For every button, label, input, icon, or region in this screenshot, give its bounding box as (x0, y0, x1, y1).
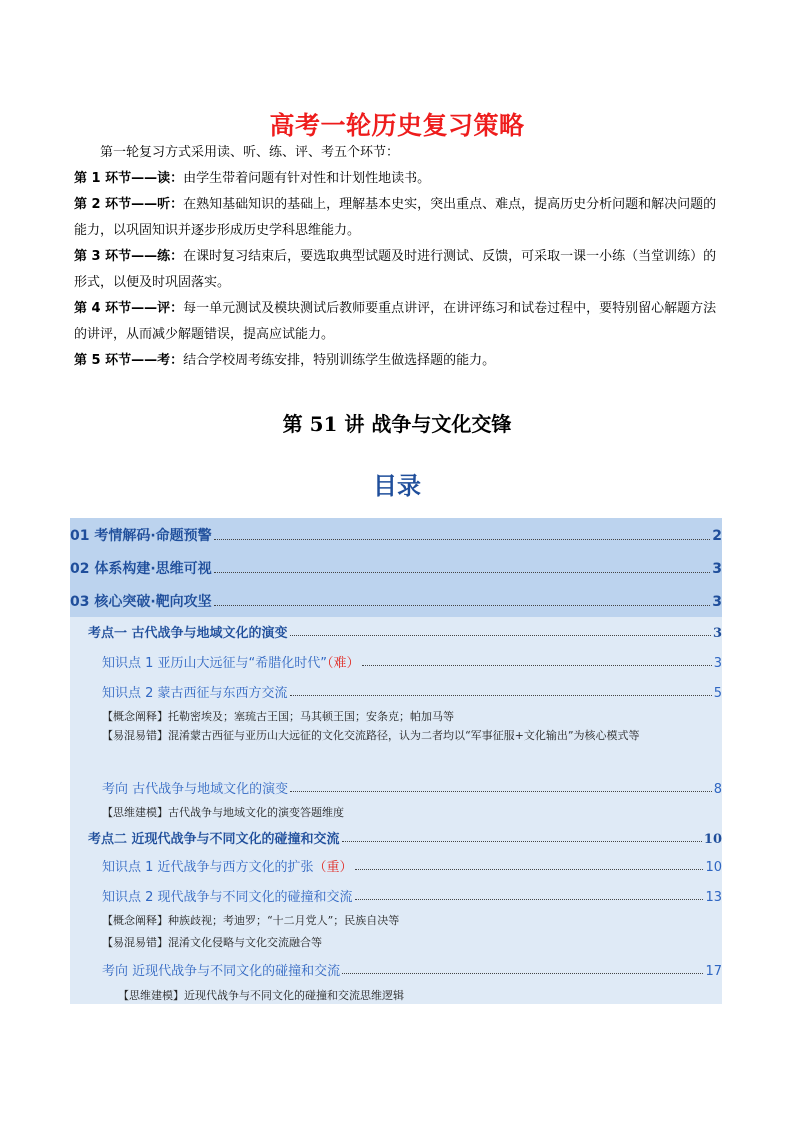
page-number: 3 (713, 656, 722, 671)
toc-entry-label: 考点二 近现代战争与不同文化的碰撞和交流 (88, 832, 340, 847)
step-2-text: 在熟知基础知识的基础上，理解基本史实，突出重点、难点，提高历史分析问题和解决问题的能力，以巩固知识并逐步形成历史学科思维能力。 (74, 197, 717, 238)
toc-entry-label: 知识点 2 现代战争与不同文化的碰撞和交流 (102, 890, 353, 905)
dot-leader (362, 664, 712, 666)
step-2-label: 第 2 环节——听： (74, 197, 184, 212)
toc-entry-point-1-knowledge-2[interactable] (102, 682, 722, 701)
step-4 (74, 296, 724, 348)
step-5-label: 第 5 环节——考： (74, 353, 184, 368)
main-title: 高考一轮历史复习策略 (269, 111, 525, 140)
dot-leader (342, 972, 703, 974)
step-5-text: 结合学校周考练安排，特别训练学生做选择题的能力。 (183, 353, 496, 368)
difficulty-tag: （难） (327, 656, 360, 671)
page-number: 5 (713, 686, 722, 701)
toc-entry-point-2-knowledge-2[interactable] (102, 886, 722, 905)
toc-entry-label: 02 体系构建·思维可视 (70, 561, 212, 577)
toc-entry-point-1-direction[interactable] (102, 778, 722, 797)
toc-entry-label: 03 核心突破·靶向攻坚 (70, 594, 212, 610)
toc-entry-label: 知识点 2 蒙古西征与东西方交流 (102, 686, 288, 701)
toc-note-model-2: 【思维建模】近现代战争与不同文化的碰撞和交流思维逻辑 (118, 989, 404, 1002)
toc-entry-section-3[interactable] (70, 591, 722, 611)
toc-note-concept-2: 【概念阐释】种族歧视；考迪罗；“十二月党人”；民族自决等 (102, 914, 400, 927)
dot-leader (290, 790, 712, 792)
dot-leader (355, 898, 704, 900)
intro-block (74, 140, 724, 374)
toc-entry-point-2-knowledge-1[interactable] (102, 856, 722, 875)
table-of-contents (70, 518, 722, 1004)
dot-leader (342, 840, 702, 842)
step-2 (74, 192, 724, 244)
toc-note-confuse-2: 【易混易错】混淆文化侵略与文化交流融合等 (102, 936, 322, 949)
step-1-text: 由学生带着问题有针对性和计划性地读书。 (183, 171, 431, 186)
toc-entry-label (102, 856, 353, 875)
toc-entry-label: 考向 近现代战争与不同文化的碰撞和交流 (102, 964, 341, 979)
page-number: 10 (705, 860, 722, 875)
toc-entry-section-2[interactable] (70, 558, 722, 578)
step-3-text: 在课时复习结束后，要选取典型试题及时进行测试、反馈，可采取一课一小练（当堂训练）的形式，以便及时巩固落实。 (74, 249, 717, 290)
step-1 (74, 166, 724, 192)
toc-entry-point-1-knowledge-1[interactable] (102, 652, 722, 671)
step-1-label: 第 1 环节——读： (74, 171, 184, 186)
toc-note-model-1: 【思维建模】古代战争与地域文化的演变答题维度 (102, 806, 344, 819)
toc-entry-section-1[interactable] (70, 525, 722, 545)
toc-note-concept-1: 【概念阐释】托勒密埃及；塞琉古王国；马其顿王国；安条克；帕加马等 (102, 710, 454, 723)
toc-heading: 目录 (373, 472, 421, 500)
step-3-label: 第 3 环节——练： (74, 249, 184, 264)
toc-entry-point-1[interactable] (88, 622, 722, 641)
dot-leader (214, 571, 711, 573)
step-4-label: 第 4 环节——评： (74, 301, 184, 316)
dot-leader (290, 634, 711, 636)
toc-entry-point-2-direction[interactable] (102, 960, 722, 979)
page-number: 3 (712, 561, 722, 577)
page-number: 10 (703, 832, 722, 847)
page-number: 2 (712, 528, 722, 544)
intro-lead: 第一轮复习方式采用读、听、练、评、考五个环节： (100, 145, 400, 160)
toc-note-confuse-1: 【易混易错】混淆蒙古西征与亚历山大远征的文化交流路径，认为二者均以“军事征服+文化输出”为核心模式等 (102, 729, 640, 742)
step-4-text: 每一单元测试及模块测试后教师要重点讲评，在讲评练习和试卷过程中，要特别留心解题方法的讲评，从而减少解题错误，提高应试能力。 (74, 301, 717, 342)
toc-entry-label: 考向 古代战争与地域文化的演变 (102, 782, 289, 797)
toc-entry-point-2[interactable] (88, 828, 722, 847)
step-5 (74, 348, 724, 374)
knowledge-title: 知识点 1 近代战争与西方文化的扩张 (102, 860, 314, 875)
page-number: 13 (705, 890, 722, 905)
page-number: 8 (713, 782, 722, 797)
knowledge-title: 知识点 1 亚历山大远征与“希腊化时代” (102, 656, 328, 671)
page-number: 17 (705, 964, 722, 979)
dot-leader (214, 538, 711, 540)
page-number: 3 (712, 594, 722, 610)
step-3 (74, 244, 724, 296)
dot-leader (290, 694, 712, 696)
toc-entry-label: 考点一 古代战争与地域文化的演变 (88, 626, 288, 641)
importance-tag: （重） (313, 860, 353, 875)
dot-leader (214, 604, 711, 606)
toc-entry-label (102, 652, 360, 671)
lesson-title: 第 51 讲 战争与文化交锋 (282, 412, 512, 436)
dot-leader (355, 868, 704, 870)
page-number: 3 (712, 626, 722, 641)
toc-entry-label: 01 考情解码·命题预警 (70, 528, 212, 544)
